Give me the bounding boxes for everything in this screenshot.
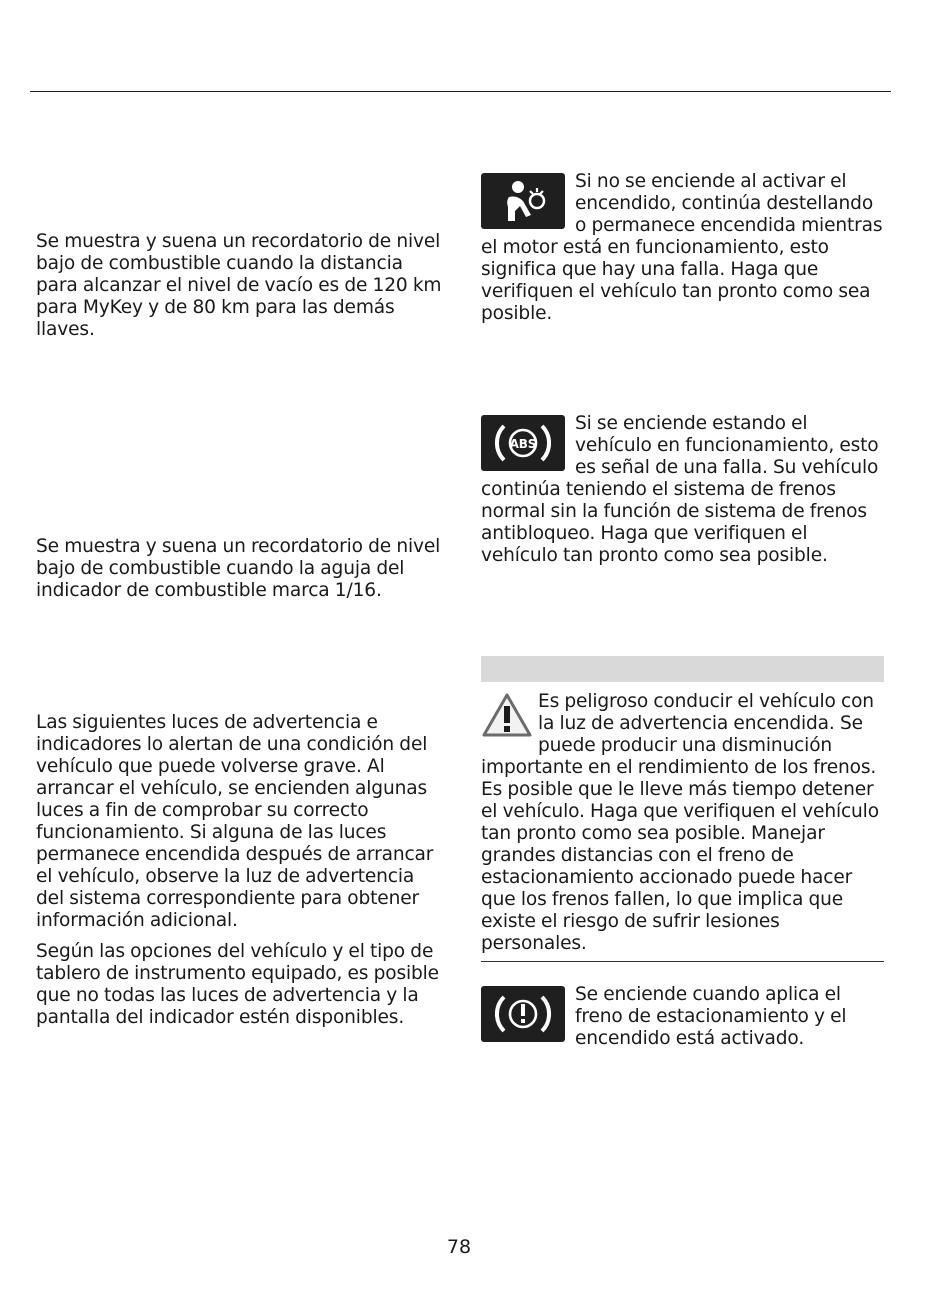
page-number: 78 bbox=[446, 1236, 472, 1258]
airbag-warning-section bbox=[481, 171, 886, 325]
brake-caution-section bbox=[481, 691, 886, 955]
abs-warning-text: Si se enciende estando el vehículo en funcionamiento, esto es señal de una falla. Su vehículo continúa teniendo el sistema de frenos normal sin la función de sistema de frenos antibloqueo. Haga que verifiquen el vehículo tan pronto como sea posible. bbox=[481, 413, 879, 566]
section-heading-bar bbox=[481, 656, 884, 682]
parking-brake-section bbox=[481, 984, 886, 1050]
low-fuel-needle-paragraph: Se muestra y suena un recordatorio de nivel bajo de combustible cuando la aguja del indicador de combustible marca 1/16. bbox=[36, 536, 441, 601]
abs-warning-icon bbox=[481, 415, 565, 471]
options-availability-paragraph: Según las opciones del vehículo y el tipo de tablero de instrumento equipado, es posible que no todas las luces de advertencia y la pantalla del indicador estén disponibles. bbox=[36, 941, 439, 1028]
brake-warning-icon bbox=[481, 986, 565, 1042]
brake-caution-text: Es peligroso conducir el vehículo con la luz de advertencia encendida. Se puede producir una disminución importante en el rendimiento de los frenos. Es posible que le lleve más tiempo detener el vehículo. Haga que verifiquen el vehículo tan pronto como sea posible. Manejar grandes distancias con el freno de estacionamiento accionado puede hacer que los frenos fallen, lo que implica que existe el riesgo de sufrir lesiones personales. bbox=[481, 691, 879, 954]
airbag-warning-text: Si no se enciende al activar el encendido, continúa destellando o permanece encendida mientras el motor está en funcionamiento, esto significa que hay una falla. Haga que verifiquen el vehículo tan pronto como sea posible. bbox=[481, 171, 883, 324]
low-fuel-distance-paragraph: Se muestra y suena un recordatorio de nivel bajo de combustible cuando la distancia para alcanzar el nivel de vacío es de 120 km para MyKey y de 80 km para las demás llaves. bbox=[36, 231, 442, 340]
abs-icon-label: ABS bbox=[509, 437, 537, 451]
warning-triangle-icon bbox=[481, 691, 533, 739]
warning-lights-intro-paragraph: Las siguientes luces de advertencia e indicadores lo alertan de una condición del vehículo que puede volverse grave. Al arrancar el vehículo, se encienden algunas luces a fin de comprobar su correcto funcionamiento. Si alguna de las luces permanece encendida después de arrancar el vehículo, observe la luz de advertencia del sistema correspondiente para obtener información adicional. bbox=[36, 712, 434, 931]
header-rule bbox=[30, 91, 891, 92]
abs-warning-section bbox=[481, 413, 886, 567]
parking-brake-text: Se enciende cuando aplica el freno de estacionamiento y el encendido está activado. bbox=[575, 984, 847, 1049]
airbag-warning-icon bbox=[481, 173, 565, 229]
section-divider bbox=[481, 961, 884, 962]
